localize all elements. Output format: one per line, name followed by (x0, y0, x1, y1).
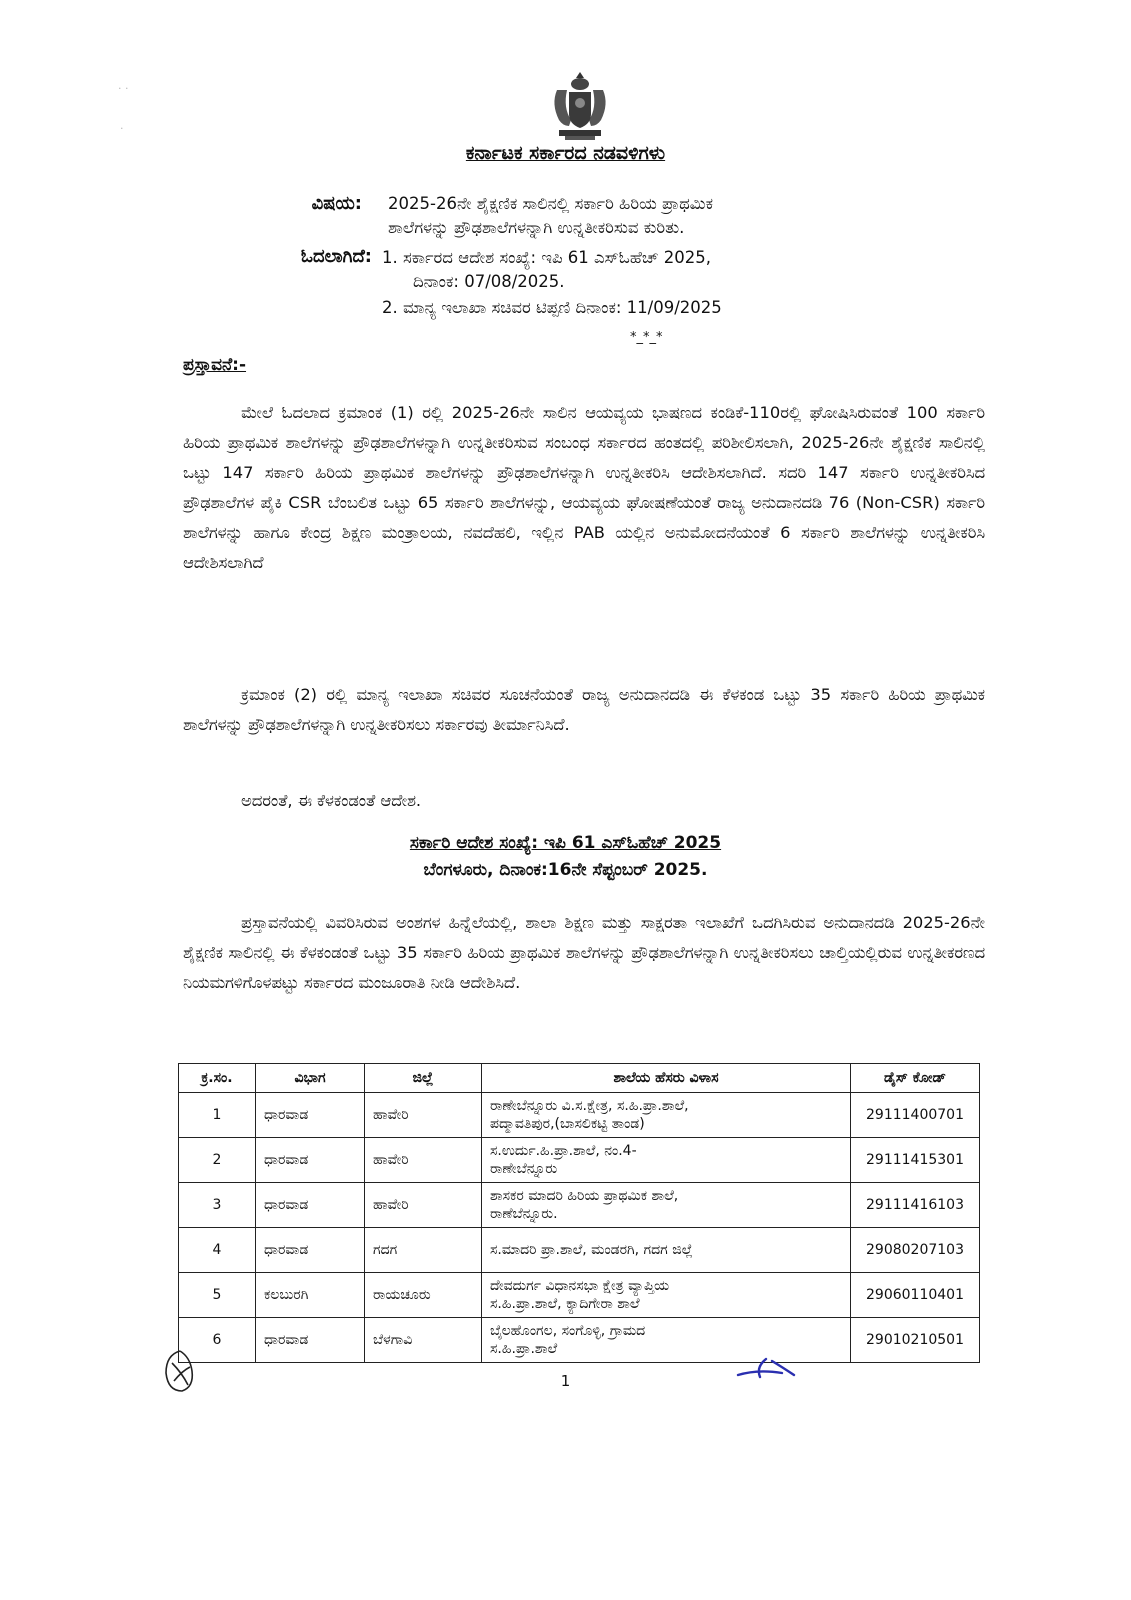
references-label: ಓದಲಾಗಿದೆ: (300, 246, 372, 267)
scan-speck: · · (118, 82, 129, 95)
table-row (179, 1273, 980, 1318)
cell-udise: 29111416103 (851, 1183, 980, 1228)
order-number: ಸರ್ಕಾರಿ ಆದೇಶ ಸಂಖ್ಯೆ: ಇಪಿ 61 ಎಸ್‌ಓಹೆಚ್ 2025 (409, 833, 722, 853)
preamble-title: ಪ್ರಸ್ತಾವನೆ:- (183, 355, 247, 375)
separator: *_*_* (630, 330, 663, 345)
school-line-2: ಸ.ಹಿ.ಪ್ರಾ.ಶಾಲೆ (490, 1341, 558, 1357)
cell-udise: 29111400701 (851, 1093, 980, 1138)
cell-division: ಧಾರವಾಡ (256, 1228, 365, 1273)
cell-district: ಗದಗ (365, 1228, 482, 1273)
cell-udise: 29111415301 (851, 1138, 980, 1183)
cell-serial: 4 (179, 1228, 256, 1273)
schools-table (178, 1063, 980, 1363)
karnataka-emblem-icon (545, 70, 615, 142)
cell-division: ಧಾರವಾಡ (256, 1093, 365, 1138)
cell-division: ಧಾರವಾಡ (256, 1138, 365, 1183)
cell-district: ಹಾವೇರಿ (365, 1183, 482, 1228)
school-line-1: ಸ.ಉರ್ದು.ಹಿ.ಪ್ರಾ.ಶಾಲೆ, ನಂ.4- (490, 1143, 637, 1159)
document-title: ಕರ್ನಾಟಕ ಸರ್ಕಾರದ ನಡವಳಿಗಳು (465, 142, 666, 164)
school-line-2: ಸ.ಹಿ.ಪ್ರಾ.ಶಾಲೆ, ಕ್ಯಾದಿಗೇರಾ ಶಾಲೆ (490, 1296, 640, 1312)
cell-school (482, 1183, 851, 1228)
cell-school (482, 1138, 851, 1183)
school-line-2: ರಾಣೆಬೆನ್ನೂರು. (490, 1206, 558, 1222)
order-body: ಪ್ರಸ್ತಾವನೆಯಲ್ಲಿ ವಿವರಿಸಿರುವ ಅಂಶಗಳ ಹಿನ್ನೆಲೆಯಲ್ಲಿ, ಶಾಲಾ ಶಿಕ್ಷಣ ಮತ್ತು ಸಾಕ್ಷರತಾ ಇಲಾಖೆಗೆ ಒದಗಿಸಿರುವ ಅನುದಾನದಡಿ 2025-26ನೇ ಶೈಕ್ಷಣಿಕ ಸಾಲಿನಲ್ಲಿ ಈ ಕೆಳಕಂಡಂತೆ ಒಟ್ಟು 35 ಸರ್ಕಾರಿ ಹಿರಿಯ ಪ್ರಾಥಮಿಕ ಶಾಲೆಗಳನ್ನು ಪ್ರೌಢಶಾಲೆಗಳನ್ನಾಗಿ ಉನ್ನತೀಕರಿಸಲು ಚಾಲ್ತಿಯಲ್ಲಿರುವ ಉನ್ನತೀಕರಣದ ನಿಯಮಗಳಿಗೊಳಪಟ್ಟು ಸರ್ಕಾರದ ಮಂಜೂರಾತಿ ನೀಡಿ ಆದೇಶಿಸಿದೆ. (183, 913, 985, 992)
table-row (179, 1093, 980, 1138)
school-line-2: ರಾಣೇಬೆನ್ನೂರು (490, 1161, 558, 1177)
cell-serial: 6 (179, 1318, 256, 1363)
scan-speck: · (120, 122, 124, 135)
school-line-1: ಸ.ಮಾದರಿ ಪ್ರಾ.ಶಾಲೆ, ಮಂಡರಗಿ, ಗದಗ ಜಿಲ್ಲೆ (490, 1242, 693, 1258)
cell-serial: 3 (179, 1183, 256, 1228)
table-row (179, 1183, 980, 1228)
cell-school (482, 1273, 851, 1318)
col-header-serial: ಕ್ರ.ಸಂ. (179, 1064, 256, 1093)
cell-serial: 5 (179, 1273, 256, 1318)
page-number: 1 (560, 1372, 571, 1390)
preamble-paragraph-1: ಮೇಲೆ ಓದಲಾದ ಕ್ರಮಾಂಕ (1) ರಲ್ಲಿ 2025-26ನೇ ಸಾಲಿನ ಆಯವ್ಯಯ ಭಾಷಣದ ಕಂಡಿಕೆ-110ರಲ್ಲಿ ಘೋಷಿಸಿರುವಂತೆ 100 ಸರ್ಕಾರಿ ಹಿರಿಯ ಪ್ರಾಥಮಿಕ ಶಾಲೆಗಳನ್ನು ಪ್ರೌಢಶಾಲೆಗಳನ್ನಾಗಿ ಉನ್ನತೀಕರಿಸುವ ಸಂಬಂಧ ಸರ್ಕಾರದ ಹಂತದಲ್ಲಿ ಪರಿಶೀಲಿಸಲಾಗಿ, 2025-26ನೇ ಶೈಕ್ಷಣಿಕ ಸಾಲಿನಲ್ಲಿ ಒಟ್ಟು 147 ಸರ್ಕಾರಿ ಹಿರಿಯ ಪ್ರಾಥಮಿಕ ಶಾಲೆಗಳನ್ನು ಪ್ರೌಢಶಾಲೆಗಳನ್ನಾಗಿ ಉನ್ನತೀಕರಿಸಿ ಆದೇಶಿಸಲಾಗಿದೆ. ಸದರಿ 147 ಸರ್ಕಾರಿ ಉನ್ನತೀಕರಿಸಿದ ಪ್ರೌಢಶಾಲೆಗಳ ಪೈಕಿ CSR ಬೆಂಬಲಿತ ಒಟ್ಟು 65 ಸರ್ಕಾರಿ ಶಾಲೆಗಳನ್ನು, ಆಯವ್ಯಯ ಘೋಷಣೆಯಂತೆ ರಾಜ್ಯ ಅನುದಾನದಡಿ 76 (Non-CSR) ಸರ್ಕಾರಿ ಶಾಲೆಗಳನ್ನು ಹಾಗೂ ಕೇಂದ್ರ ಶಿಕ್ಷಣ ಮಂತ್ರಾಲಯ, ನವದೆಹಲಿ, ಇಲ್ಲಿನ PAB ಯಲ್ಲಿನ ಅನುಮೋದನೆಯಂತೆ 6 ಸರ್ಕಾರಿ ಶಾಲೆಗಳನ್ನು ಉನ್ನತೀಕರಿಸಿ ಆದೇಶಿಸಲಾಗಿದೆ (183, 403, 985, 572)
school-line-1: ಬೈಲಹೊಂಗಲ, ಸಂಗೊಳ್ಳಿ, ಗ್ರಾಮದ (490, 1323, 646, 1339)
cell-udise: 29010210501 (851, 1318, 980, 1363)
school-line-1: ಶಾಸಕರ ಮಾದರಿ ಹಿರಿಯ ಪ್ರಾಥಮಿಕ ಶಾಲೆ, (490, 1188, 679, 1204)
subject-line-2: ಶಾಲೆಗಳನ್ನು ಪ್ರೌಢಶಾಲೆಗಳನ್ನಾಗಿ ಉನ್ನತೀಕರಿಸುವ ಕುರಿತು. (388, 218, 685, 237)
cell-udise: 29060110401 (851, 1273, 980, 1318)
cell-division: ಧಾರವಾಡ (256, 1183, 365, 1228)
cell-udise: 29080207103 (851, 1228, 980, 1273)
col-header-district: ಜಿಲ್ಲೆ (365, 1064, 482, 1093)
cell-serial: 2 (179, 1138, 256, 1183)
col-header-division: ವಿಭಾಗ (256, 1064, 365, 1093)
cell-district: ರಾಯಚೂರು (365, 1273, 482, 1318)
cell-district: ಹಾವೇರಿ (365, 1093, 482, 1138)
reference-1-line-2: ದಿನಾಂಕ: 07/08/2025. (413, 272, 565, 291)
cell-school (482, 1093, 851, 1138)
subject-label: ವಿಷಯ: (311, 193, 362, 214)
school-line-1: ದೇವದುರ್ಗ ವಿಧಾನಸಭಾ ಕ್ಷೇತ್ರ ವ್ಯಾಪ್ತಿಯ (490, 1278, 670, 1294)
school-line-1: ರಾಣೇಬೆನ್ನೂರು ವಿ.ಸ.ಕ್ಷೇತ್ರ, ಸ.ಹಿ.ಪ್ರಾ.ಶಾಲೆ, (490, 1098, 689, 1114)
cell-school (482, 1228, 851, 1273)
cell-district: ಬೆಳಗಾವಿ (365, 1318, 482, 1363)
subject-line-1: 2025-26ನೇ ಶೈಕ್ಷಣಿಕ ಸಾಲಿನಲ್ಲಿ ಸರ್ಕಾರಿ ಹಿರಿಯ ಪ್ರಾಥಮಿಕ (388, 194, 713, 213)
col-header-udise: ಡೈಸ್ ಕೋಡ್ (851, 1064, 980, 1093)
preamble-paragraph-2: ಕ್ರಮಾಂಕ (2) ರಲ್ಲಿ ಮಾನ್ಯ ಇಲಾಖಾ ಸಚಿವರ ಸೂಚನೆಯಂತೆ ರಾಜ್ಯ ಅನುದಾನದಡಿ ಈ ಕೆಳಕಂಡ ಒಟ್ಟು 35 ಸರ್ಕಾರಿ ಹಿರಿಯ ಪ್ರಾಥಮಿಕ ಶಾಲೆಗಳನ್ನು ಪ್ರೌಢಶಾಲೆಗಳನ್ನಾಗಿ ಉನ್ನತೀಕರಿಸಲು ಸರ್ಕಾರವು ತೀರ್ಮಾನಿಸಿದೆ. (183, 685, 985, 734)
reference-2: 2. ಮಾನ್ಯ ಇಲಾಖಾ ಸಚಿವರ ಟಿಪ್ಪಣಿ ದಿನಾಂಕ: 11/09/2025 (382, 298, 722, 317)
cell-district: ಹಾವೇರಿ (365, 1138, 482, 1183)
table-header-row (179, 1064, 980, 1093)
table-row (179, 1228, 980, 1273)
handwritten-signature-icon (732, 1353, 802, 1381)
reference-1-line-1: 1. ಸರ್ಕಾರದ ಆದೇಶ ಸಂಖ್ಯೆ: ಇಪಿ 61 ಎಸ್‌ಓಹೆಚ್ 2025, (382, 248, 712, 267)
cell-division: ಧಾರವಾಡ (256, 1318, 365, 1363)
order-place-date: ಬೆಂಗಳೂರು, ದಿನಾಂಕ:16ನೇ ಸೆಪ್ಟಂಬರ್ 2025. (423, 860, 708, 880)
cell-serial: 1 (179, 1093, 256, 1138)
table-row (179, 1138, 980, 1183)
table-row (179, 1318, 980, 1363)
preamble-paragraph-3: ಅದರಂತೆ, ಈ ಕೆಳಕಂಡಂತೆ ಆದೇಶ. (241, 791, 422, 810)
school-line-2: ಪದ್ಮಾವತಿಪುರ,(ಬಾಸಲಿಕಟ್ಟಿ ತಾಂಡ) (490, 1116, 645, 1132)
cell-division: ಕಲಬುರಗಿ (256, 1273, 365, 1318)
col-header-school: ಶಾಲೆಯ ಹೆಸರು ವಿಳಾಸ (482, 1064, 851, 1093)
